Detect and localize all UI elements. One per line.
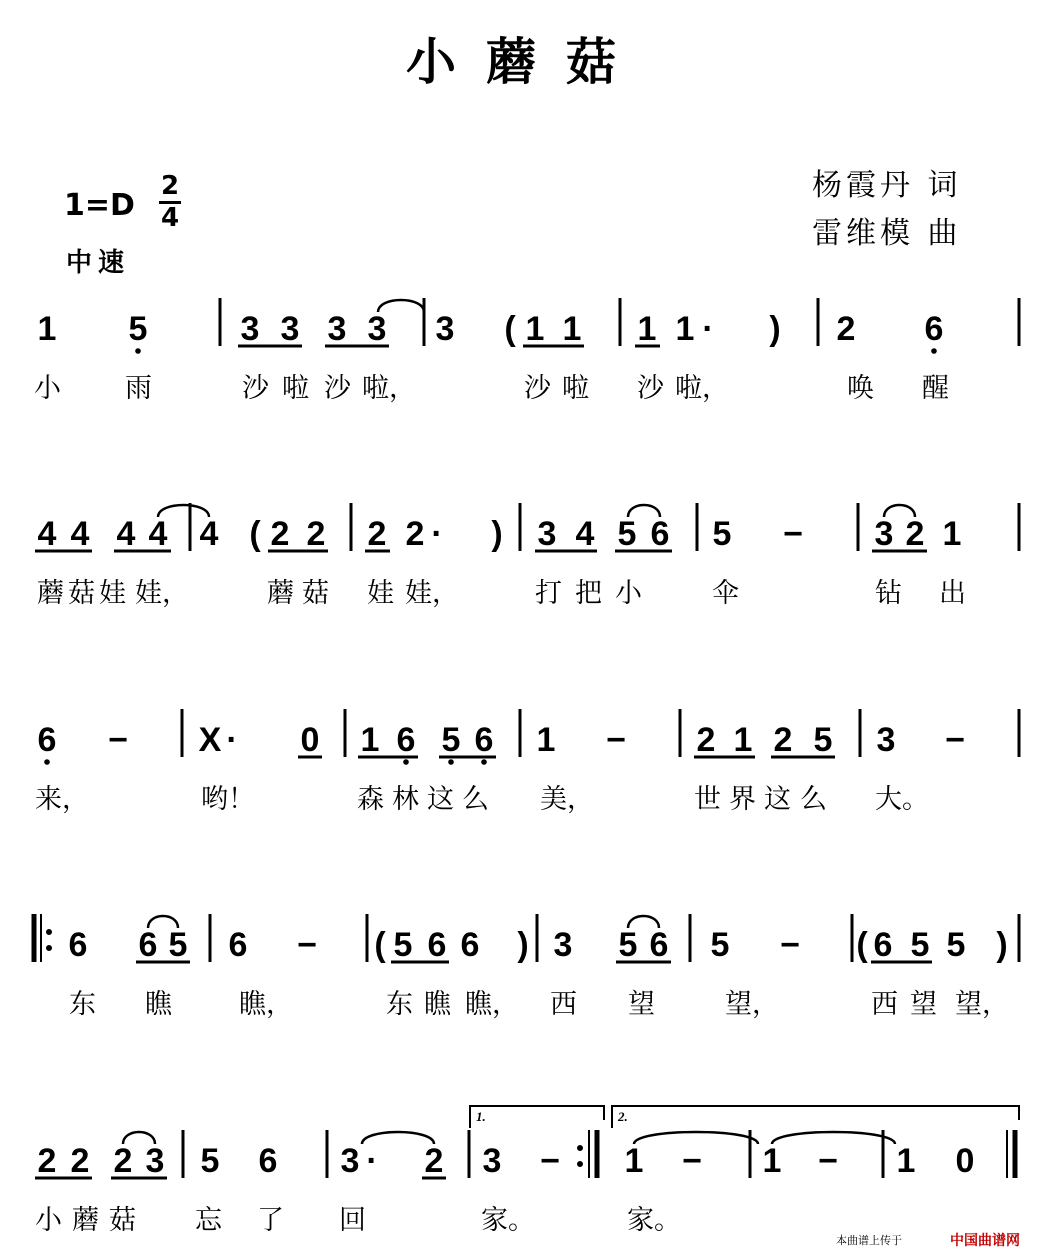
note: 3 <box>280 310 300 348</box>
meter-denominator: 4 <box>160 203 180 233</box>
lyric: 菇 <box>109 1205 136 1236</box>
note: 4 <box>37 515 57 553</box>
lyric: 啦 <box>282 373 309 404</box>
note: − <box>945 721 965 759</box>
lyric: 醒 <box>922 373 949 404</box>
lyric: 来， <box>35 784 89 815</box>
note: 6 <box>460 926 480 964</box>
repeat-dot <box>577 1145 583 1151</box>
note: 1 <box>525 310 545 348</box>
lyric: 啦， <box>362 373 416 404</box>
lyric: 瞧， <box>239 989 293 1020</box>
note: 2 <box>424 1142 444 1180</box>
note: ( <box>249 515 261 553</box>
lyric: 家。 <box>481 1205 535 1236</box>
note: 4 <box>199 515 219 553</box>
note: · <box>431 515 443 553</box>
note: 1 <box>675 310 695 348</box>
note: 5 <box>946 926 966 964</box>
lyric: 望 <box>910 989 937 1020</box>
note: 3 <box>876 721 896 759</box>
lyric: 瞧， <box>465 989 519 1020</box>
note: 3 <box>553 926 573 964</box>
low-octave-dot <box>44 759 50 765</box>
note: 1 <box>624 1142 644 1180</box>
note: 1 <box>536 721 556 759</box>
lyric: 森 <box>357 784 384 815</box>
lyric: 沙 <box>242 373 269 404</box>
note: · <box>702 310 714 348</box>
note: 3 <box>145 1142 165 1180</box>
lyric: 沙 <box>324 373 351 404</box>
note: ) <box>491 515 503 553</box>
lyric: 沙 <box>524 373 551 404</box>
site-logo: 中国曲谱网 <box>950 1233 1020 1249</box>
note: ) <box>517 926 529 964</box>
note: ( <box>856 926 868 964</box>
note: ( <box>504 310 516 348</box>
note: 2 <box>773 721 793 759</box>
note: 3 <box>340 1142 360 1180</box>
note: 5 <box>441 721 461 759</box>
lyric: 哟！ <box>201 784 255 815</box>
note: 1 <box>762 1142 782 1180</box>
note: 2 <box>113 1142 133 1180</box>
lyric: 林 <box>392 784 419 815</box>
note: 2 <box>405 515 425 553</box>
note: 0 <box>955 1142 975 1180</box>
lyric: 小 <box>34 373 61 404</box>
note: 5 <box>710 926 730 964</box>
repeat-dot <box>577 1161 583 1167</box>
lyric: 了 <box>257 1205 284 1236</box>
note: 2 <box>270 515 290 553</box>
lyric: 蘑 <box>267 578 294 609</box>
note: 5 <box>200 1142 220 1180</box>
note: 1 <box>637 310 657 348</box>
note: ) <box>769 310 781 348</box>
note: 6 <box>37 721 57 759</box>
lyricist-credit: 杨霞丹 词 <box>812 168 962 203</box>
note: 1 <box>733 721 753 759</box>
lyric: 东 <box>386 989 413 1020</box>
low-octave-dot <box>481 759 487 765</box>
note: 3 <box>435 310 455 348</box>
meter-numerator: 2 <box>160 171 180 201</box>
lyric: 东 <box>69 989 96 1020</box>
lyric: 么 <box>462 784 489 815</box>
lyric: 这 <box>427 784 454 815</box>
note: 1 <box>562 310 582 348</box>
lyric: 啦 <box>562 373 589 404</box>
note: 3 <box>874 515 894 553</box>
note: 4 <box>575 515 595 553</box>
lyric: 回 <box>339 1205 366 1236</box>
lyric: 望， <box>955 989 1009 1020</box>
note: 2 <box>905 515 925 553</box>
lyric: 沙 <box>637 373 664 404</box>
note: 6 <box>649 926 669 964</box>
lyric: 娃 <box>367 578 394 609</box>
lyric: 家。 <box>627 1205 681 1236</box>
note: − <box>682 1142 702 1180</box>
note: 5 <box>393 926 413 964</box>
note: 1 <box>942 515 962 553</box>
lyric: 蘑 <box>72 1205 99 1236</box>
lyric: 望 <box>628 989 655 1020</box>
lyric: 西 <box>871 989 898 1020</box>
note: 1 <box>896 1142 916 1180</box>
lyric: 伞 <box>712 578 739 609</box>
tempo-marking: 中速 <box>66 248 131 278</box>
note: 5 <box>910 926 930 964</box>
note: 5 <box>712 515 732 553</box>
note: 5 <box>128 310 148 348</box>
lyric: 瞧 <box>424 989 451 1020</box>
lyric: 美， <box>540 784 594 815</box>
lyric: 西 <box>550 989 577 1020</box>
composer-credit: 雷维模 曲 <box>812 216 962 251</box>
volta-bracket <box>470 1106 604 1128</box>
note: 5 <box>168 926 188 964</box>
lyric: 蘑 <box>37 578 64 609</box>
note: · <box>366 1142 378 1180</box>
note: 2 <box>836 310 856 348</box>
note: 2 <box>70 1142 90 1180</box>
note: 2 <box>367 515 387 553</box>
low-octave-dot <box>931 348 937 354</box>
lyric: 界 <box>729 784 756 815</box>
note: 6 <box>258 1142 278 1180</box>
lyric: 出 <box>939 578 966 609</box>
volta-label: 1. <box>476 1109 486 1124</box>
note: 6 <box>873 926 893 964</box>
lyric: 望， <box>725 989 779 1020</box>
lyric: 菇 <box>68 578 95 609</box>
lyric: 这 <box>764 784 791 815</box>
upload-note: 本曲谱上传于 <box>836 1234 902 1247</box>
lyric: 打 <box>535 578 562 609</box>
note: 3 <box>240 310 260 348</box>
note: − <box>108 721 128 759</box>
note: 2 <box>37 1142 57 1180</box>
note: 5 <box>617 515 637 553</box>
note: 3 <box>537 515 557 553</box>
key-signature: 1=D <box>64 188 135 223</box>
note: 0 <box>300 721 320 759</box>
note: ) <box>996 926 1008 964</box>
note: 5 <box>813 721 833 759</box>
note: X <box>198 721 222 759</box>
score-title: 小蘑菇 <box>406 32 646 91</box>
note: 3 <box>367 310 387 348</box>
note: 6 <box>474 721 494 759</box>
note: 6 <box>650 515 670 553</box>
lyric: 钻 <box>875 578 902 609</box>
lyric: 啦， <box>675 373 729 404</box>
note: 4 <box>116 515 136 553</box>
note: 2 <box>306 515 326 553</box>
note: 2 <box>696 721 716 759</box>
note: 3 <box>482 1142 502 1180</box>
lyric: 世 <box>694 784 721 815</box>
note: 6 <box>68 926 88 964</box>
note: · <box>226 721 238 759</box>
note: − <box>818 1142 838 1180</box>
note: 6 <box>427 926 447 964</box>
note: 4 <box>70 515 90 553</box>
lyric: 娃 <box>99 578 126 609</box>
note: − <box>540 1142 560 1180</box>
lyric: 娃， <box>405 578 459 609</box>
lyric: 菇 <box>302 578 329 609</box>
lyric: 小 <box>35 1205 62 1236</box>
note: 6 <box>228 926 248 964</box>
note: 6 <box>924 310 944 348</box>
lyric: 唤 <box>847 373 874 404</box>
note: 4 <box>148 515 168 553</box>
low-octave-dot <box>403 759 409 765</box>
lyric: 把 <box>575 578 602 609</box>
note: − <box>606 721 626 759</box>
lyric: 大。 <box>875 784 929 815</box>
repeat-dot <box>46 945 52 951</box>
note: − <box>297 926 317 964</box>
note: 5 <box>618 926 638 964</box>
lyric: 小 <box>615 578 642 609</box>
lyric: 瞧 <box>145 989 172 1020</box>
lyric: 娃， <box>135 578 189 609</box>
note: 6 <box>138 926 158 964</box>
note: 1 <box>37 310 57 348</box>
volta-label: 2. <box>618 1109 628 1124</box>
note: 3 <box>327 310 347 348</box>
low-octave-dot <box>135 348 141 354</box>
lyric: 忘 <box>195 1205 222 1236</box>
repeat-dot <box>46 929 52 935</box>
volta-bracket <box>612 1106 1019 1128</box>
lyric: 么 <box>800 784 827 815</box>
low-octave-dot <box>448 759 454 765</box>
note: − <box>780 926 800 964</box>
note: ( <box>374 926 386 964</box>
note: − <box>783 515 803 553</box>
note: 1 <box>360 721 380 759</box>
note: 6 <box>396 721 416 759</box>
lyric: 雨 <box>125 373 152 404</box>
